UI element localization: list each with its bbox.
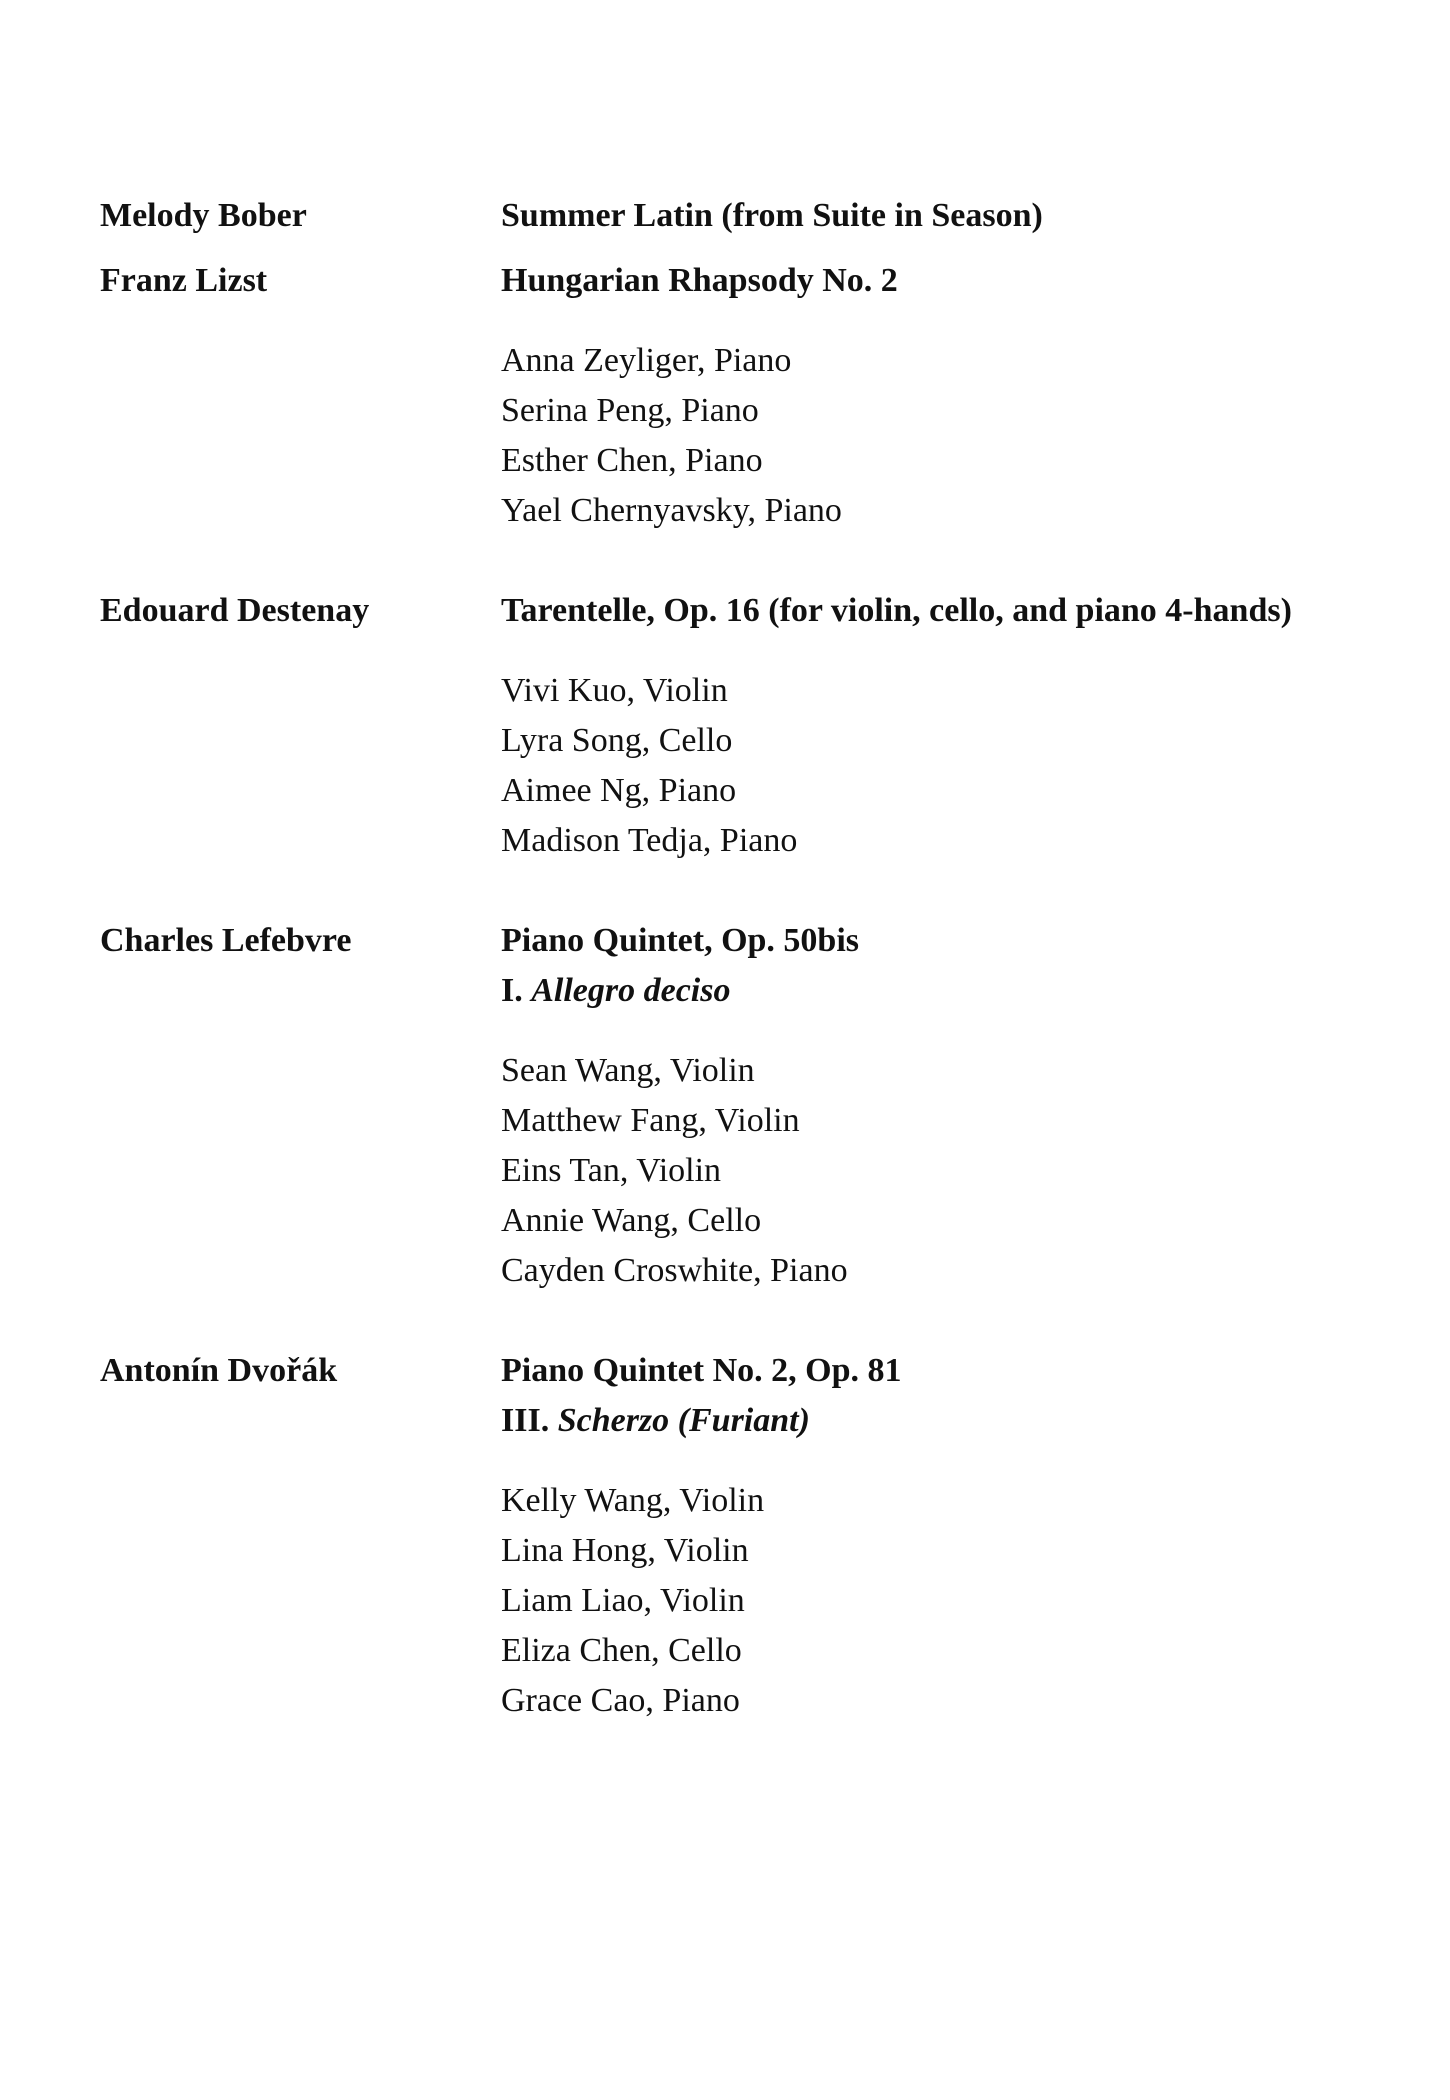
movement-title: Allegro deciso <box>531 972 731 1009</box>
performer: Matthew Fang, Violin <box>501 1102 800 1139</box>
work-name: Piano Quintet, Op. 50bis <box>501 922 860 959</box>
performer: Esther Chen, Piano <box>501 442 763 479</box>
performer: Eliza Chen, Cello <box>501 1632 742 1669</box>
work-title: Summer Latin (from Suite in Season) <box>501 197 1043 234</box>
performer: Vivi Kuo, Violin <box>501 672 728 709</box>
composer-name: Antonín Dvořák <box>100 1352 338 1389</box>
performer-list <box>501 1046 1381 1296</box>
work-title <box>501 1346 1381 1446</box>
performer: Eins Tan, Violin <box>501 1152 722 1189</box>
performer-list <box>501 336 1381 536</box>
work-title: Tarentelle, Op. 16 (for violin, cello, and piano 4-hands) <box>501 592 1292 629</box>
movement-number: I. <box>501 972 523 1009</box>
performer-list <box>501 666 1381 866</box>
performer: Anna Zeyliger, Piano <box>501 342 792 379</box>
performer: Grace Cao, Piano <box>501 1682 740 1719</box>
work-name: Piano Quintet No. 2, Op. 81 <box>501 1352 902 1389</box>
performer: Yael Chernyavsky, Piano <box>501 492 842 529</box>
movement-line <box>501 966 1381 1016</box>
performer: Kelly Wang, Violin <box>501 1482 765 1519</box>
performer-list <box>501 1476 1381 1726</box>
movement-title: Scherzo (Furiant) <box>557 1402 810 1439</box>
performer: Sean Wang, Violin <box>501 1052 755 1089</box>
composer-name: Charles Lefebvre <box>100 922 352 959</box>
movement-line <box>501 1396 1381 1446</box>
composer-name: Edouard Destenay <box>100 592 370 629</box>
composer-name: Melody Bober <box>100 197 307 234</box>
performer: Lyra Song, Cello <box>501 722 733 759</box>
performer: Lina Hong, Violin <box>501 1532 749 1569</box>
performer: Cayden Croswhite, Piano <box>501 1252 848 1289</box>
performer: Liam Liao, Violin <box>501 1582 745 1619</box>
performer: Serina Peng, Piano <box>501 392 759 429</box>
work-title: Hungarian Rhapsody No. 2 <box>501 262 898 299</box>
performer: Madison Tedja, Piano <box>501 822 798 859</box>
work-title <box>501 916 1381 1016</box>
performer: Aimee Ng, Piano <box>501 772 737 809</box>
movement-number: III. <box>501 1402 550 1439</box>
performer: Annie Wang, Cello <box>501 1202 762 1239</box>
composer-name: Franz Lizst <box>100 262 268 299</box>
